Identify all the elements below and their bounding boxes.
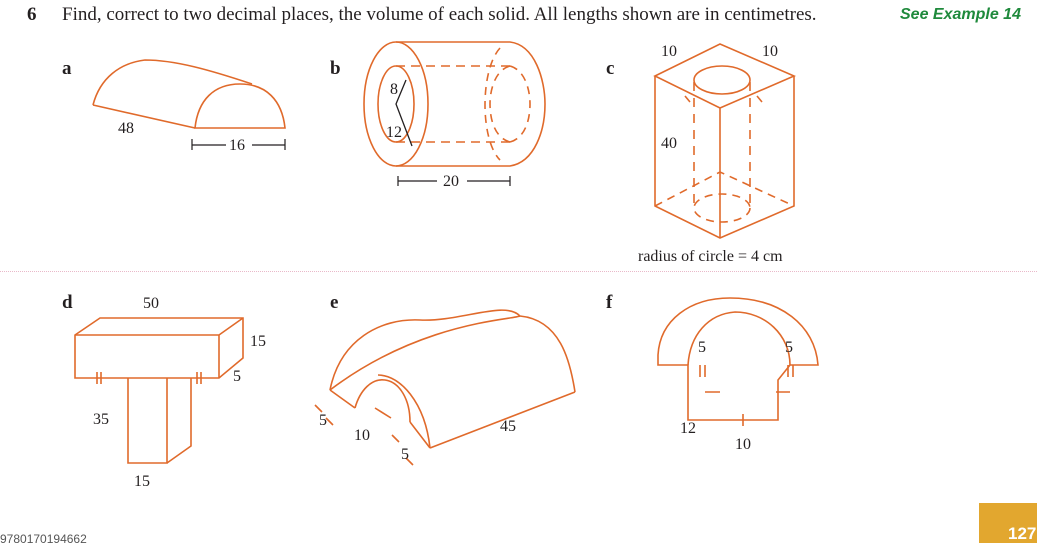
page-number: 127 (1008, 524, 1037, 543)
figure-b-hollow-cylinder (364, 42, 545, 166)
dim-b-inner: 8 (390, 81, 398, 98)
dim-d-stem-height: 35 (93, 411, 109, 428)
see-example-link[interactable]: See Example 14 (900, 6, 1021, 23)
part-label-d: d (62, 292, 73, 313)
dim-a-length: 48 (118, 120, 134, 137)
dim-d-small: 5 (233, 368, 241, 385)
dim-e-thick-right: 5 (401, 446, 409, 463)
dim-e-length: 45 (500, 418, 516, 435)
isbn: 9780170194662 (0, 532, 87, 546)
part-label-f: f (606, 292, 613, 313)
question-text: Find, correct to two decimal places, the volume of each solid. All lengths shown are in centimetres. (62, 4, 817, 25)
figure-a-half-cylinder (93, 60, 285, 128)
dim-f-left-r: 5 (698, 339, 706, 356)
dim-d-stem-width: 15 (134, 473, 150, 490)
dim-d-top: 50 (143, 295, 159, 312)
figure-d-t-prism (75, 318, 243, 463)
dim-b-outer: 12 (386, 124, 402, 141)
dim-c-height: 40 (661, 135, 677, 152)
dim-e-thick-left: 5 (319, 412, 327, 429)
part-label-a: a (62, 58, 72, 79)
dim-f-bottom: 10 (735, 436, 751, 453)
dim-f-right-r: 5 (785, 339, 793, 356)
part-label-c: c (606, 58, 615, 79)
dim-c-top-left: 10 (661, 43, 677, 60)
dim-a-width: 16 (229, 137, 245, 154)
dim-b-length: 20 (443, 173, 459, 190)
figure-f-arch (658, 298, 818, 420)
part-label-e: e (330, 292, 339, 313)
dim-f-side: 12 (680, 420, 696, 437)
question-number: 6 (27, 4, 37, 25)
part-label-b: b (330, 58, 341, 79)
dim-e-hole: 10 (354, 427, 370, 444)
figure-c-caption: radius of circle = 4 cm (638, 248, 783, 265)
dim-c-top-right: 10 (762, 43, 778, 60)
dim-d-depth: 15 (250, 333, 266, 350)
